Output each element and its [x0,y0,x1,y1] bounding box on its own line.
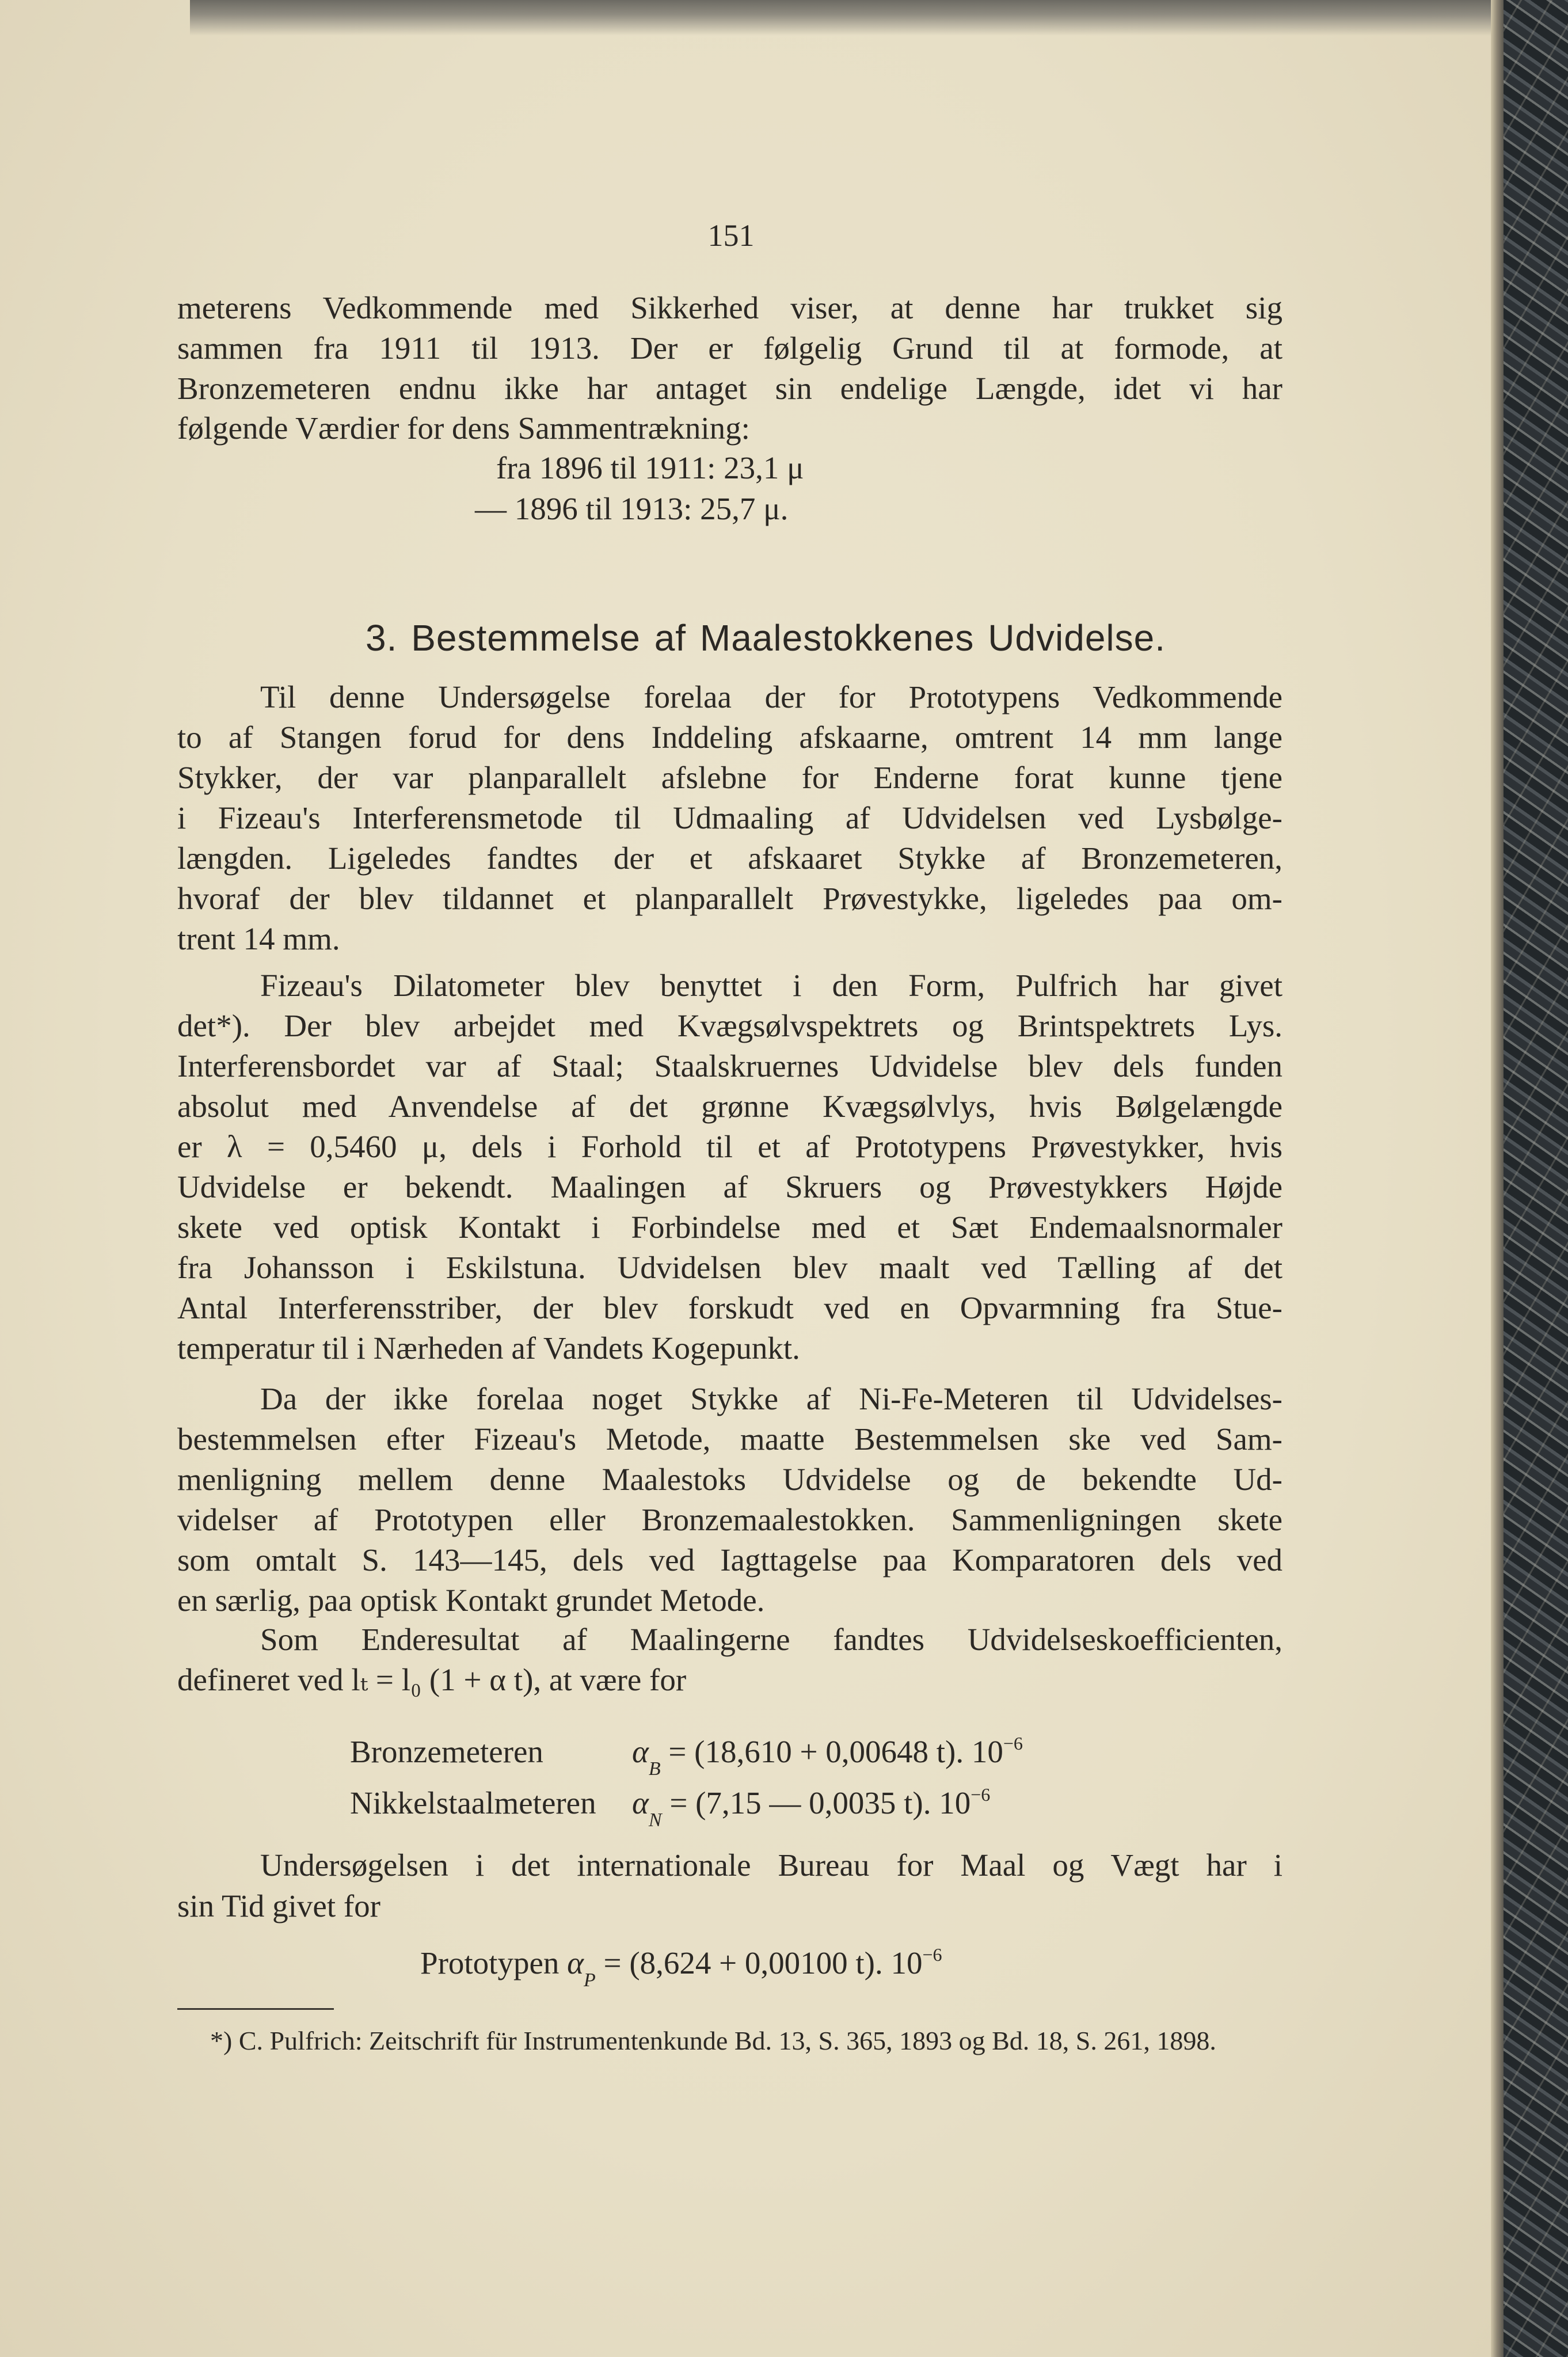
page-number: 151 [707,218,755,253]
text-line: videlser af Prototypen eller Bronzemaalestokken. Sammenligningen skete [177,1502,1282,1537]
value-line-1: fra 1896 til 1911: 23,1 μ [496,450,804,485]
exponent: −6 [922,1944,942,1965]
equation-nickel [350,1774,990,1841]
equation-label: Bronzemeteren [350,1734,543,1769]
text-line: det*). Der blev arbejdet med Kvægsølvspektrets og Brintspektrets Lys. [177,1008,1282,1043]
text-line: absolut med Anvendelse af det grønne Kvægsølvlys, hvis Bølgelængde [177,1089,1282,1124]
text-line: følgende Værdier for dens Sammentrækning: [177,410,750,446]
page-edge [1491,0,1504,2357]
footnote-rule [177,2008,334,2010]
alpha-symbol: α [632,1785,649,1820]
text-line: i Fizeau's Interferensmetode til Udmaaling af Udvidelsen ved Lysbølge- [177,800,1282,835]
text-line: Som Enderesultat af Maalingerne fandtes Udvidelseskoefficienten, [260,1622,1282,1657]
text-line: temperatur til i Nærheden af Vandets Kogepunkt. [177,1330,800,1366]
alpha-symbol: α [632,1734,649,1769]
text-line: Interferensbordet var af Staal; Staalskruernes Udvidelse blev dels funden [177,1048,1282,1084]
text-line: sin Tid givet for [177,1888,380,1923]
value-line-2: — 1896 til 1913: 25,7 μ. [475,491,789,526]
section-heading: 3. Bestemmelse af Maalestokkenes Udvidelse. [366,617,1166,659]
equation-expression: = (7,15 — 0,0035 t). 10 [669,1785,971,1820]
equation-prototype [420,1934,942,2001]
text-line: fra Johansson i Eskilstuna. Udvidelsen blev maalt ved Tælling af det [177,1250,1282,1285]
alpha-subscript: N [648,1809,662,1831]
text-line: Til denne Undersøgelse forelaa der for Prototypens Vedkommende [260,679,1282,714]
equation-expression: = (8,624 + 0,00100 t). 10 [603,1945,923,1980]
page-top-shadow [190,0,1497,36]
text-line: trent 14 mm. [177,921,340,956]
footnote: *) C. Pulfrich: Zeitschrift für Instrumentenkunde Bd. 13, S. 365, 1893 og Bd. 18, S. 261, 1898. [210,2026,1216,2055]
alpha-subscript: B [648,1758,661,1780]
alpha-subscript: P [584,1970,596,1991]
alpha-symbol: α [567,1945,584,1980]
text-line: som omtalt S. 143—145, dels ved Iagttagelse paa Komparatoren dels ved [177,1542,1282,1577]
text-line: Stykker, der var planparallelt afslebne for Enderne forat kunne tjene [177,760,1282,795]
text-line: er λ = 0,5460 μ, dels i Forhold til et af Prototypens Prøvestykker, hvis [177,1129,1282,1164]
equation-label: Prototypen [420,1945,560,1980]
text-line: to af Stangen forud for dens Inddeling afskaarne, omtrent 14 mm lange [177,720,1282,755]
text-line: meterens Vedkommende med Sikkerhed viser, at denne har trukket sig [177,290,1282,325]
text-line: Antal Interferensstriber, der blev forskudt ved en Opvarmning fra Stue- [177,1290,1282,1325]
text-line: menligning mellem denne Maalestoks Udvidelse og de bekendte Ud- [177,1462,1282,1497]
text-line: Undersøgelsen i det internationale Bureau for Maal og Vægt har i [260,1847,1282,1883]
text-line: Bronzemeteren endnu ikke har antaget sin endelige Længde, idet vi har [177,371,1282,406]
text-line: sammen fra 1911 til 1913. Der er følgelig Grund til at formode, at [177,330,1282,366]
equation-expression: = (18,610 + 0,00648 t). 10 [668,1734,1003,1769]
text-line: Udvidelse er bekendt. Maalingen af Skruers og Prøvestykkers Højde [177,1169,1282,1204]
text-line: defineret ved lₜ = l₀ (1 + α t), at være for [177,1662,687,1697]
text-line: Fizeau's Dilatometer blev benyttet i den Form, Pulfrich har givet [260,968,1282,1003]
exponent: −6 [971,1784,991,1805]
exponent: −6 [1003,1733,1023,1754]
text-line: en særlig, paa optisk Kontakt grundet Metode. [177,1583,765,1618]
text-line: skete ved optisk Kontakt i Forbindelse med et Sæt Endemaalsnormaler [177,1210,1282,1245]
text-line: hvoraf der blev tildannet et planparallelt Prøvestykke, ligeledes paa om- [177,881,1282,916]
text-line: Da der ikke forelaa noget Stykke af Ni-Fe-Meteren til Udvidelses- [260,1381,1282,1416]
equation-label: Nikkelstaalmeteren [350,1785,596,1820]
marbled-binding [1504,0,1568,2357]
text-line: længden. Ligeledes fandtes der et afskaaret Stykke af Bronzemeteren, [177,841,1282,876]
text-line: bestemmelsen efter Fizeau's Metode, maatte Bestemmelsen ske ved Sam- [177,1421,1282,1457]
